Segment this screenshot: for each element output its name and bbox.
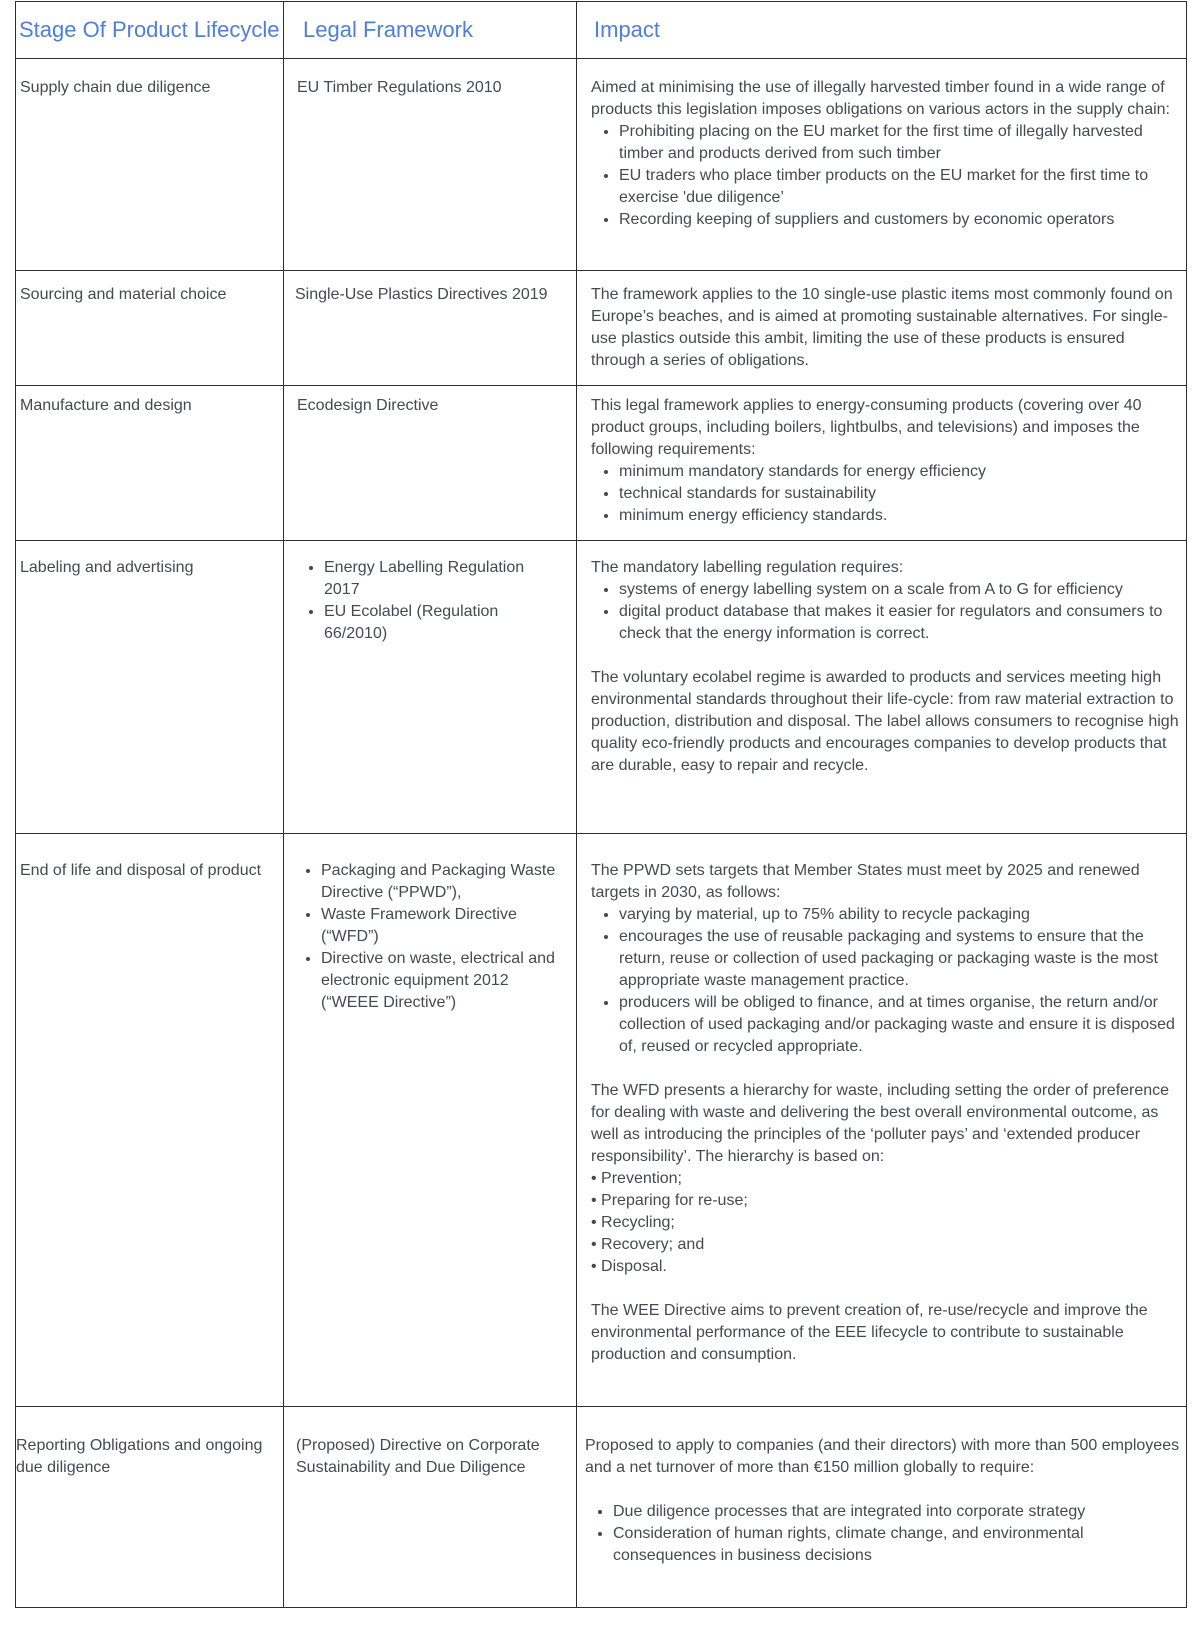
list-item: • Recovery; and <box>591 1236 705 1253</box>
impact-bullet-list <box>591 461 1182 527</box>
framework-cell <box>284 834 577 1407</box>
impact-bullet-list <box>585 1501 1180 1567</box>
table-row <box>16 270 1187 385</box>
stage-cell <box>16 834 284 1407</box>
stage-cell <box>16 59 284 271</box>
stage-text: Labeling and advertising <box>20 558 194 576</box>
list-item: • producers will be obliged to finance, and at times organise, the return and/or collection of used packaging and/or packaging waste and ensure it is disposed of, reused or recycled appropriate. <box>619 992 1184 1058</box>
framework-text: Ecodesign Directive <box>297 396 439 414</box>
framework-cell <box>284 270 577 385</box>
waste-hierarchy-list <box>591 1168 1184 1278</box>
table-row <box>16 59 1187 271</box>
list-item: • Energy Labelling Regulation 2017 <box>324 557 562 601</box>
list-item: • Consideration of human rights, climate change, and environmental consequences in business decisions <box>613 1523 1180 1567</box>
framework-bullet-list <box>297 557 562 645</box>
framework-text: Single-Use Plastics Directives 2019 <box>295 285 548 303</box>
lifecycle-legal-table <box>15 1 1187 1608</box>
list-item: • digital product database that makes it easier for regulators and consumers to check that the energy information is correct. <box>619 601 1180 645</box>
stage-cell <box>16 385 284 540</box>
stage-text: Supply chain due diligence <box>20 79 211 96</box>
impact-text: The WEE Directive aims to prevent creation of, re-use/recycle and improve the environmental performance of the EEE lifecycle to contribute to sustainable production and consumption. <box>591 1302 1148 1363</box>
framework-cell <box>284 1406 577 1607</box>
list-item: • Due diligence processes that are integrated into corporate strategy <box>613 1501 1180 1523</box>
header-framework-label: Legal Framework <box>303 17 473 42</box>
list-item: • varying by material, up to 75% ability to recycle packaging <box>619 904 1184 926</box>
stage-text: Reporting Obligations and ongoing due diligence <box>16 1436 263 1476</box>
impact-intro: This legal framework applies to energy-consuming products (covering over 40 product groups, including boilers, lightbulbs, and televisions) and imposes the following requirements: <box>591 396 1142 458</box>
list-item: • Prevention; <box>591 1170 682 1187</box>
impact-text: The framework applies to the 10 single-use plastic items most commonly found on Europe’s beaches, and is aimed at promoting sustainable alternatives. For single-use plastics outside this ambit, limiting the use of these products is ensured through a series of obligations. <box>591 285 1173 369</box>
header-framework <box>284 2 577 59</box>
impact-intro: The PPWD sets targets that Member States must meet by 2025 and renewed targets in 2030, as follows: <box>591 862 1140 901</box>
stage-text: Manufacture and design <box>20 396 192 414</box>
impact-cell <box>577 59 1187 271</box>
framework-text: EU Timber Regulations 2010 <box>297 79 502 96</box>
list-item: • minimum mandatory standards for energy efficiency <box>619 461 1182 483</box>
table-row <box>16 1406 1187 1607</box>
framework-cell <box>284 385 577 540</box>
impact-intro: The mandatory labelling regulation requires: <box>591 558 904 576</box>
impact-bullet-list <box>591 904 1184 1058</box>
stage-text: End of life and disposal of product <box>20 862 262 879</box>
stage-text: Sourcing and material choice <box>20 285 227 303</box>
table-row <box>16 540 1187 833</box>
list-item: • EU Ecolabel (Regulation 66/2010) <box>324 601 562 645</box>
impact-text: The voluntary ecolabel regime is awarded to products and services meeting high environmental standards throughout their life-cycle: from raw material extraction to production, distribution and disposal. The label allows consumers to recognise high quality eco-friendly products and encourages companies to develop products that are durable, easy to repair and recycle. <box>591 668 1179 774</box>
list-item: • encourages the use of reusable packaging and systems to ensure that the return, reuse or collection of used packaging or packaging waste is the most appropriate waste management practice. <box>619 926 1184 992</box>
list-item: • Recycling; <box>591 1214 675 1231</box>
list-item: • Recording keeping of suppliers and customers by economic operators <box>619 209 1182 231</box>
list-item: • EU traders who place timber products on the EU market for the first time to exercise 'due diligence’ <box>619 165 1182 209</box>
framework-text: (Proposed) Directive on Corporate Sustainability and Due Diligence <box>296 1436 540 1476</box>
stage-cell <box>16 1406 284 1607</box>
list-item: • systems of energy labelling system on a scale from A to G for efficiency <box>619 579 1180 601</box>
list-item: • Directive on waste, electrical and electronic equipment 2012 (“WEEE Directive”) <box>321 948 566 1014</box>
stage-cell <box>16 270 284 385</box>
list-item: • Prohibiting placing on the EU market for the first time of illegally harvested timber and products derived from such timber <box>619 121 1182 165</box>
list-item: • technical standards for sustainability <box>619 483 1182 505</box>
framework-bullet-list <box>297 860 566 1014</box>
header-stage <box>16 2 284 59</box>
impact-text: The WFD presents a hierarchy for waste, including setting the order of preference for dealing with waste and delivering the best overall environmental outcome, as well as introducing the principles of the ‘polluter pays’ and ‘extended producer responsibility’. The hierarchy is based on: <box>591 1082 1170 1165</box>
header-impact-label: Impact <box>594 17 661 42</box>
list-item: • Preparing for re-use; <box>591 1192 748 1209</box>
impact-cell <box>577 385 1187 540</box>
framework-cell <box>284 59 577 271</box>
list-item: • Packaging and Packaging Waste Directive (“PPWD”), <box>321 860 566 904</box>
impact-cell <box>577 270 1187 385</box>
list-item: • Disposal. <box>591 1258 667 1275</box>
header-row <box>16 2 1187 59</box>
impact-intro: Proposed to apply to companies (and their directors) with more than 500 employees and a net turnover of more than €150 million globally to require: <box>585 1436 1180 1476</box>
stage-cell <box>16 540 284 833</box>
table-row <box>16 834 1187 1407</box>
impact-intro: Aimed at minimising the use of illegally harvested timber found in a wide range of products this legislation imposes obligations on various actors in the supply chain: <box>591 79 1170 118</box>
framework-cell <box>284 540 577 833</box>
header-impact <box>577 2 1187 59</box>
impact-bullet-list <box>591 579 1180 645</box>
list-item: • Waste Framework Directive (“WFD”) <box>321 904 566 948</box>
list-item: • minimum energy efficiency standards. <box>619 505 1182 527</box>
impact-cell <box>577 540 1187 833</box>
impact-bullet-list <box>591 121 1182 231</box>
impact-cell <box>577 834 1187 1407</box>
header-stage-label: Stage Of Product Lifecycle <box>19 17 280 42</box>
impact-cell <box>577 1406 1187 1607</box>
table-row <box>16 385 1187 540</box>
